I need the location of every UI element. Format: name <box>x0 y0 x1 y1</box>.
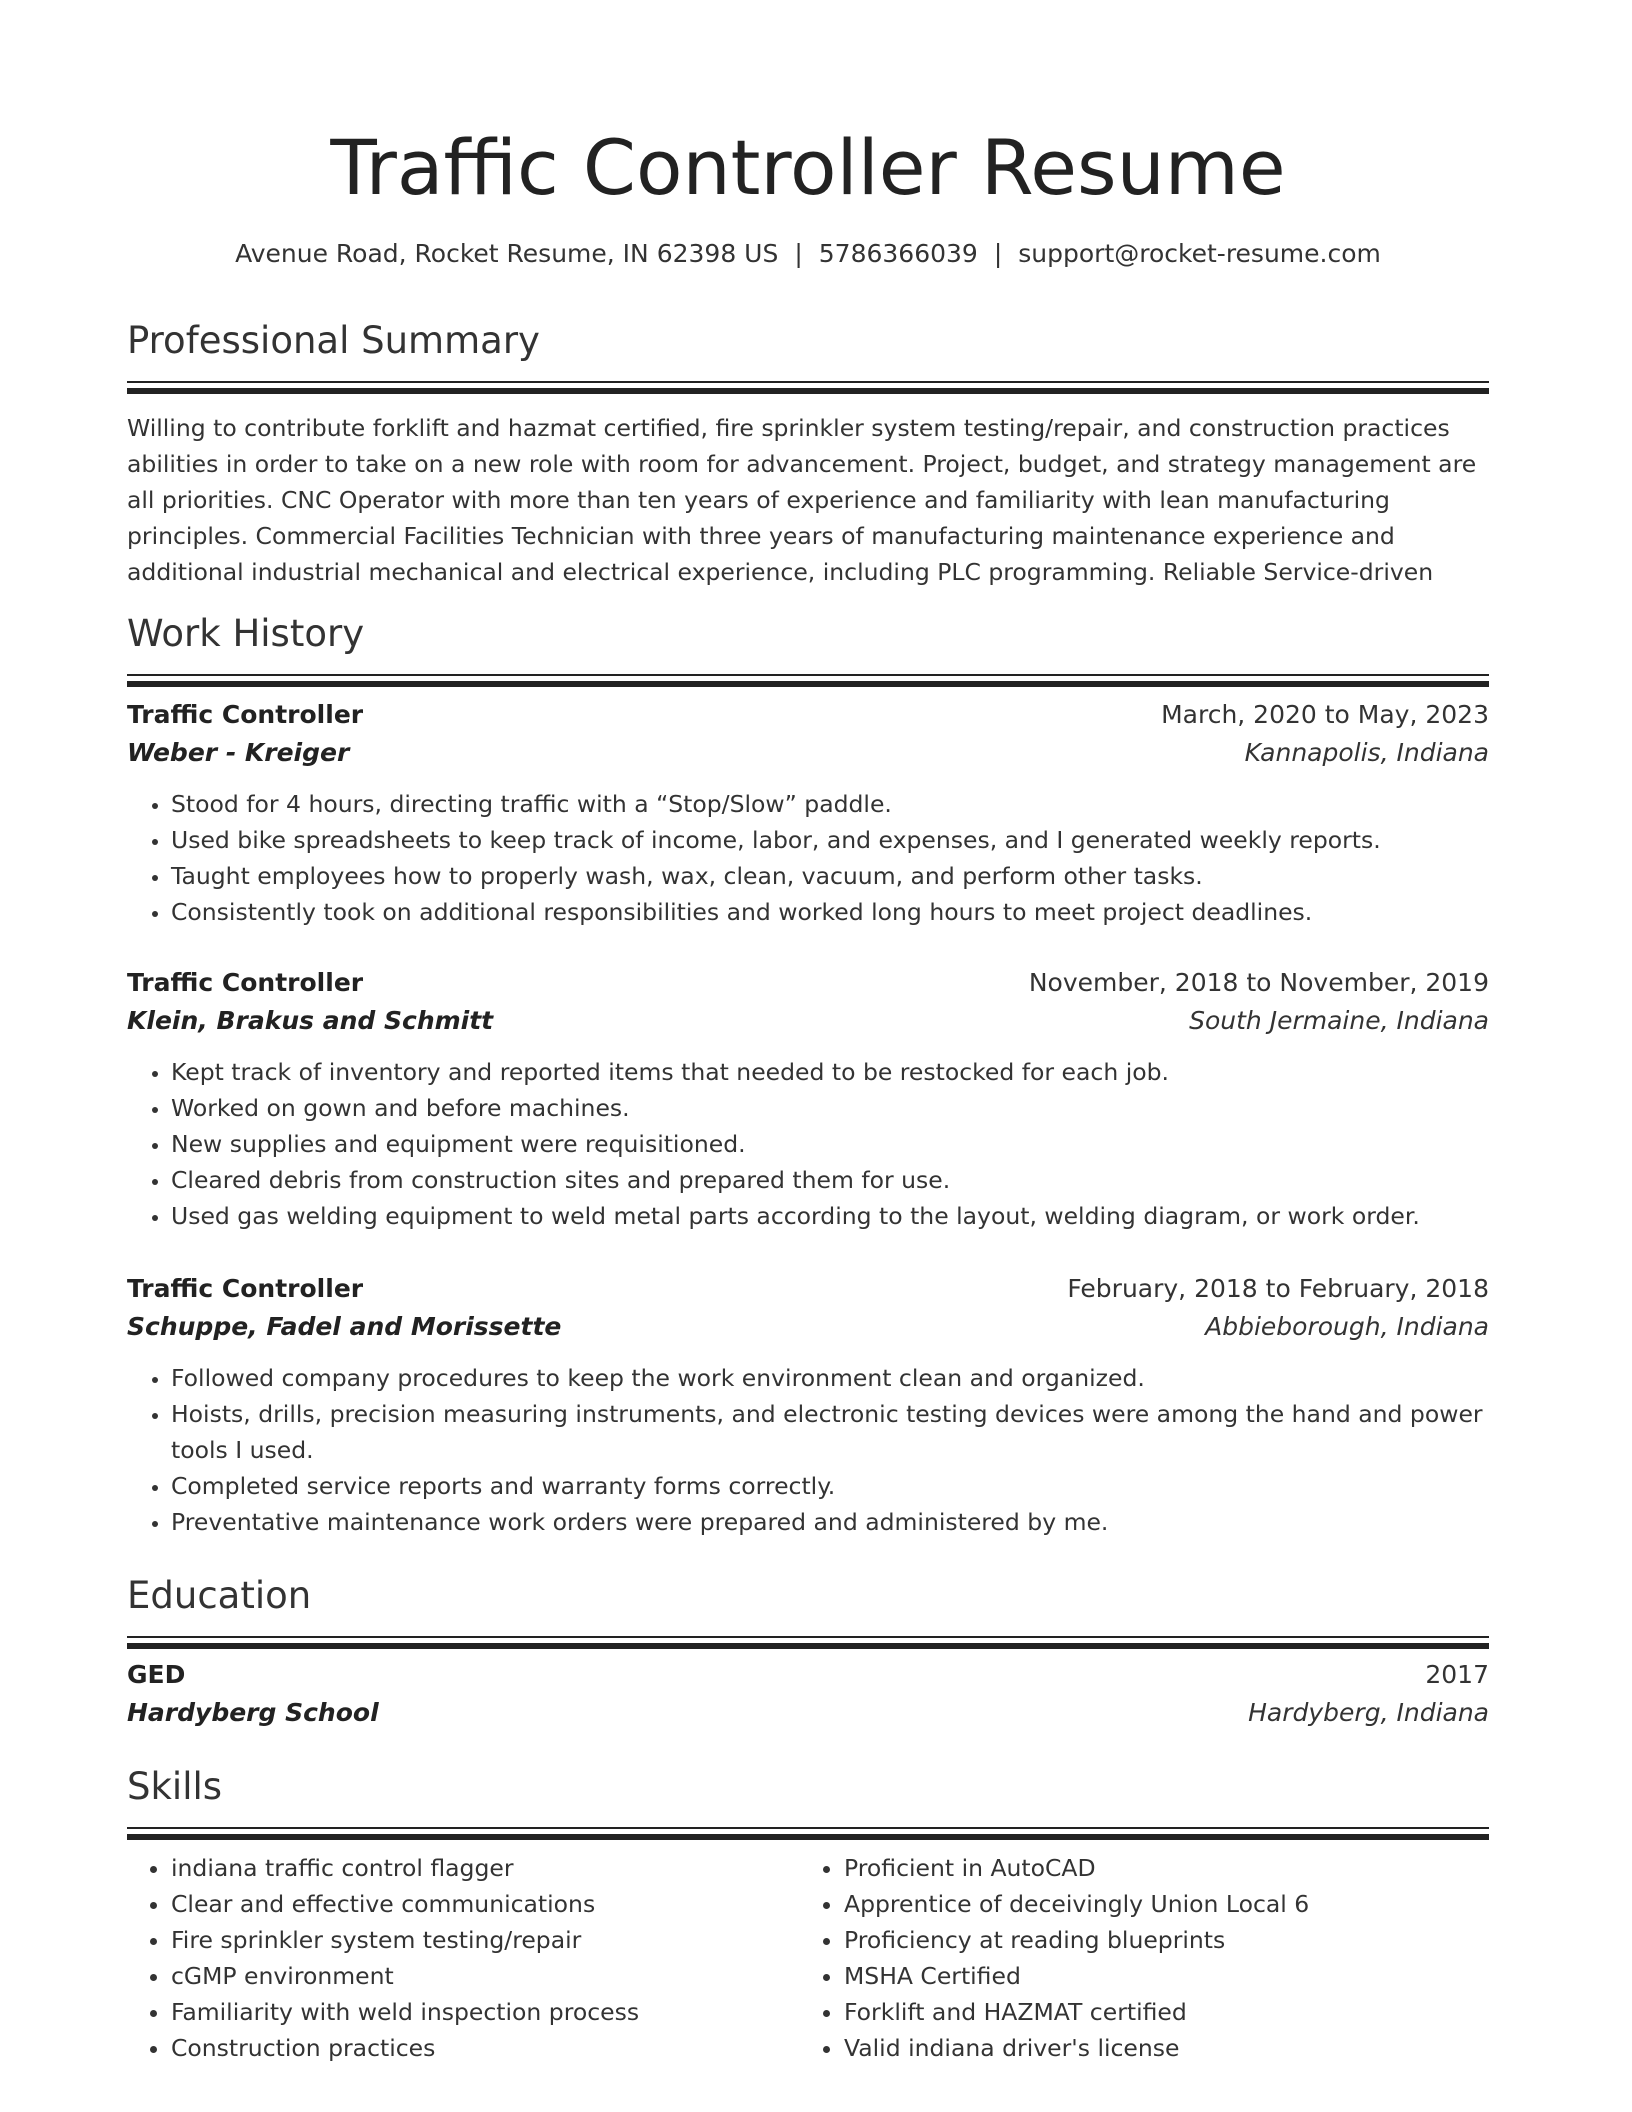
skill-item: • Proficiency at reading blueprints <box>844 1922 1440 1958</box>
work-history-section <box>127 609 1489 687</box>
skill-item: • indiana traffic control flagger <box>171 1850 767 1886</box>
skill-item: • cGMP environment <box>171 1958 767 1994</box>
job-bullet: • Completed service reports and warranty forms correctly. <box>171 1468 1489 1504</box>
job-bullet: • Cleared debris from construction sites and prepared them for use. <box>171 1162 1489 1198</box>
section-divider-thick <box>127 1834 1489 1840</box>
job-bullets <box>127 786 1489 930</box>
job-bullet: • Stood for 4 hours, directing traffic with a “Stop/Slow” paddle. <box>171 786 1489 822</box>
section-divider <box>127 1636 1489 1638</box>
job-entry <box>127 696 1489 930</box>
skill-item: • MSHA Certified <box>844 1958 1440 1994</box>
section-divider <box>127 674 1489 676</box>
job-bullet: • Kept track of inventory and reported items that needed to be restocked for each job. <box>171 1054 1489 1090</box>
summary-text: Willing to contribute forklift and hazmat certified, fire sprinkler system testing/repair, and construction practices abilities in order to take on a new role with room for advancement. Project, budget, and strategy management are all priorities. CNC Operator with more than ten years of experience and familiarity with lean manufacturing principles. Commercial Facilities Technician with three years of manufacturing maintenance experience and additional industrial mechanical and electrical experience, including PLC programming. Reliable Service-driven <box>127 414 1477 586</box>
job-entry <box>127 1270 1489 1540</box>
skill-item: • Apprentice of deceivingly Union Local 6 <box>844 1886 1440 1922</box>
education-section <box>127 1571 1489 1649</box>
job-title: Traffic Controller <box>127 968 364 997</box>
skill-item: • Familiarity with weld inspection process <box>171 1994 767 2030</box>
skill-item: • Clear and effective communications <box>171 1886 767 1922</box>
job-bullet: • Preventative maintenance work orders were prepared and administered by me. <box>171 1504 1489 1540</box>
skills-section <box>127 1762 1489 1840</box>
job-bullets <box>127 1054 1489 1234</box>
job-entry <box>127 964 1489 1234</box>
section-divider-thick <box>127 388 1489 394</box>
education-year: 2017 <box>1425 1660 1489 1689</box>
skills-heading: Skills <box>127 1765 223 1808</box>
job-dates: February, 2018 to February, 2018 <box>1067 1274 1489 1303</box>
contact-separator: | <box>993 239 1003 268</box>
job-company: Weber - Kreiger <box>127 738 350 767</box>
job-bullet: • Followed company procedures to keep the work environment clean and organized. <box>171 1360 1489 1396</box>
education-school: Hardyberg School <box>127 1698 379 1727</box>
job-bullet: • New supplies and equipment were requisitioned. <box>171 1126 1489 1162</box>
job-location: Kannapolis, Indiana <box>1244 738 1489 767</box>
job-title: Traffic Controller <box>127 700 364 729</box>
job-location: Abbieborough, Indiana <box>1205 1312 1489 1341</box>
summary-section <box>127 316 1489 590</box>
skill-item: • Construction practices <box>171 2030 767 2066</box>
job-bullet: • Consistently took on additional responsibilities and worked long hours to meet project deadlines. <box>171 894 1489 930</box>
contact-separator: | <box>794 239 803 268</box>
section-divider-thick <box>127 681 1489 687</box>
job-dates: November, 2018 to November, 2019 <box>1028 968 1489 997</box>
job-bullets <box>127 1360 1489 1540</box>
education-heading: Education <box>127 1574 312 1617</box>
education-location: Hardyberg, Indiana <box>1248 1698 1489 1727</box>
section-divider-thick <box>127 1643 1489 1649</box>
job-bullet: • Used bike spreadsheets to keep track of income, labor, and expenses, and I generated weekly reports. <box>171 822 1489 858</box>
skills-column-right <box>800 1850 1440 2066</box>
skill-item: • Valid indiana driver's license <box>844 2030 1440 2066</box>
job-bullet: • Hoists, drills, precision measuring instruments, and electronic testing devices were among the hand and power tools I used. <box>171 1396 1489 1468</box>
job-bullet: • Worked on gown and before machines. <box>171 1090 1489 1126</box>
work-history-heading: Work History <box>127 612 365 655</box>
job-bullet: • Used gas welding equipment to weld metal parts according to the layout, welding diagram, or work order. <box>171 1198 1489 1234</box>
skill-item: • Forklift and HAZMAT certified <box>844 1994 1440 2030</box>
resume-title: Traffic Controller Resume <box>330 123 1286 212</box>
section-divider <box>127 1827 1489 1829</box>
skill-item: • Proficient in AutoCAD <box>844 1850 1440 1886</box>
skills-column-left <box>127 1850 767 2066</box>
contact-line <box>127 236 1489 272</box>
job-dates: March, 2020 to May, 2023 <box>1161 700 1489 729</box>
section-divider <box>127 381 1489 383</box>
job-location: South Jermaine, Indiana <box>1189 1006 1489 1035</box>
skill-item: • Fire sprinkler system testing/repair <box>171 1922 767 1958</box>
education-degree: GED <box>127 1660 186 1689</box>
job-company: Klein, Brakus and Schmitt <box>127 1006 494 1035</box>
education-entry <box>127 1656 1489 1732</box>
contact-phone: 5786366039 <box>818 239 978 268</box>
job-title: Traffic Controller <box>127 1274 364 1303</box>
job-bullet: • Taught employees how to properly wash, wax, clean, vacuum, and perform other tasks. <box>171 858 1489 894</box>
contact-address: Avenue Road, Rocket Resume, IN 62398 US <box>235 239 779 268</box>
contact-email: support@rocket-resume.com <box>1018 239 1381 268</box>
job-company: Schuppe, Fadel and Morissette <box>127 1312 562 1341</box>
summary-heading: Professional Summary <box>127 319 540 362</box>
